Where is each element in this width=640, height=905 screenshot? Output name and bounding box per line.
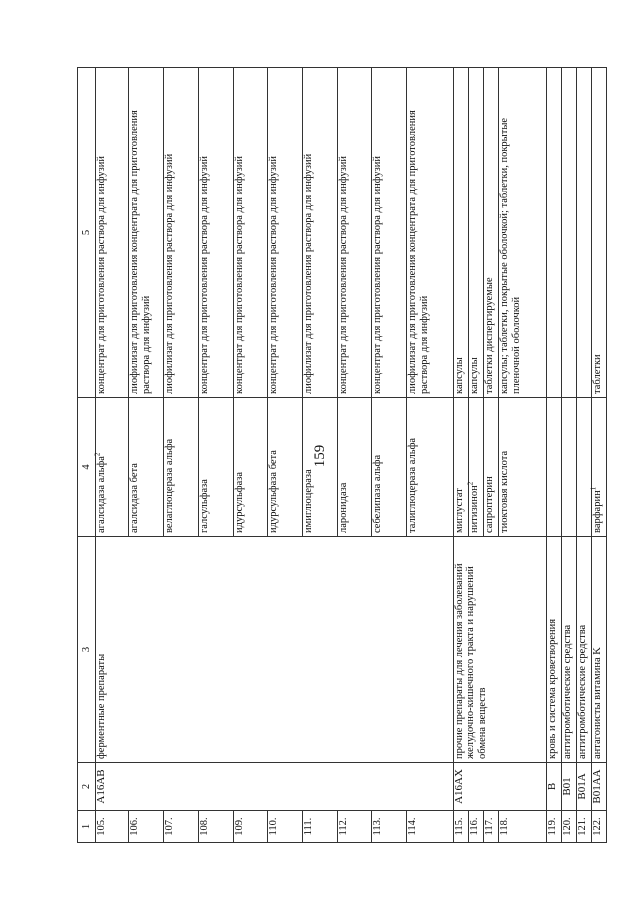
dosage-form: концентрат для приготовления раствора для инфузий [198, 68, 233, 398]
drug-name [576, 398, 591, 537]
drug-name-text: идурсульфаза [233, 471, 245, 533]
row-number: 117. [484, 811, 499, 843]
drug-name [499, 398, 547, 537]
group-name: антагонисты витамина K [591, 537, 606, 763]
group-name: прочие препараты для лечения заболеваний желудочно-кишечного тракта и нарушений обмена веществ [453, 537, 546, 763]
table-row [95, 68, 129, 843]
drug-name [198, 398, 233, 537]
row-number: 115. [453, 811, 469, 843]
drug-name-text: велаглюцераза альфа [164, 438, 176, 533]
page-number: 159 [312, 444, 328, 468]
atc-code: A16AX [453, 763, 546, 811]
table-row [453, 68, 469, 843]
dosage-form: лиофилизат для приготовления концентрата для приготовления раствора для инфузий [129, 68, 164, 398]
drug-name [547, 398, 562, 537]
row-number: 107. [164, 811, 199, 843]
drug-name-text: галсульфаза [198, 479, 210, 533]
row-number: 113. [372, 811, 407, 843]
table-row [576, 68, 591, 843]
drug-name-text: агалсидаза альфа [95, 456, 107, 533]
drug-name [453, 398, 469, 537]
dosage-form [547, 68, 562, 398]
drug-name [407, 398, 454, 537]
dosage-form: капсулы; таблетки, покрытые оболочкой; таблетки, покрытые пленочной оболочкой [499, 68, 547, 398]
drug-name-text: имиглюцераза [302, 469, 314, 533]
footnote-marker: 2 [466, 481, 475, 486]
row-number: 116. [469, 811, 484, 843]
drug-name [484, 398, 499, 537]
dosage-form [576, 68, 591, 398]
drug-name [95, 398, 129, 537]
row-number: 119. [547, 811, 562, 843]
drug-name-text: нитизинон [469, 485, 481, 533]
header-col-1: 1 [78, 811, 96, 843]
header-col-3: 3 [78, 537, 96, 763]
dosage-form: лиофилизат для приготовления раствора для инфузий [302, 68, 337, 398]
row-number: 108. [198, 811, 233, 843]
drug-name [466, 398, 484, 537]
dosage-form: концентрат для приготовления раствора для инфузий [337, 68, 372, 398]
footnote-marker: 2 [93, 452, 102, 457]
drug-name [337, 398, 372, 537]
dosage-form: концентрат для приготовления раствора для инфузий [95, 68, 129, 398]
header-col-5: 5 [78, 68, 96, 398]
atc-code: B01 [562, 763, 577, 811]
drug-name [302, 398, 337, 537]
group-name: кровь и система кроветворения [547, 537, 562, 763]
dosage-form: лиофилизат для приготовления раствора для инфузий [164, 68, 199, 398]
drug-name [129, 398, 164, 537]
dosage-form: концентрат для приготовления раствора для инфузий [233, 68, 268, 398]
row-number: 109. [233, 811, 268, 843]
group-name: ферментные препараты [95, 537, 453, 763]
dosage-form: лиофилизат для приготовления концентрата для приготовления раствора для инфузий [407, 68, 454, 398]
header-col-2: 2 [78, 763, 96, 811]
atc-code: B [547, 763, 562, 811]
dosage-form: таблетки [591, 68, 606, 398]
dosage-form: таблетки диспергируемые [484, 68, 499, 398]
table-row [591, 68, 606, 843]
row-number: 122. [591, 811, 606, 843]
drug-name-text: тиоктовая кислота [499, 450, 511, 533]
drug-table [77, 67, 607, 843]
rotated-page [77, 68, 607, 843]
drug-name [562, 398, 577, 537]
atc-code: A16AB [95, 763, 453, 811]
group-name: антитромботические средства [562, 537, 577, 763]
row-number: 111. [302, 811, 337, 843]
row-number: 110. [268, 811, 303, 843]
drug-name [164, 398, 199, 537]
atc-code: B01AA [591, 763, 606, 811]
drug-name-text: миглустат [453, 488, 465, 533]
table-container [77, 68, 607, 843]
row-number: 118. [499, 811, 547, 843]
drug-name [372, 398, 407, 537]
drug-name [233, 398, 268, 537]
header-col-4: 4 [78, 398, 96, 537]
drug-name-text: себелипаза альфа [372, 454, 384, 533]
dosage-form: капсулы [453, 68, 469, 398]
dosage-form: концентрат для приготовления раствора для инфузий [268, 68, 303, 398]
drug-name [591, 398, 606, 537]
row-number: 105. [95, 811, 129, 843]
drug-name-text: агалсидаза бета [129, 463, 141, 533]
drug-name-text: талиглюцераза альфа [407, 437, 419, 533]
footnote-marker: 1 [589, 486, 598, 491]
drug-name-text: ларонидаза [337, 482, 349, 533]
drug-name-text: варфарин [591, 490, 603, 533]
table-row [562, 68, 577, 843]
row-number: 120. [562, 811, 577, 843]
row-number: 121. [576, 811, 591, 843]
drug-name [268, 398, 303, 537]
row-number: 106. [129, 811, 164, 843]
drug-name-text: сапроптерин [484, 476, 496, 533]
table-row [547, 68, 562, 843]
row-number: 112. [337, 811, 372, 843]
dosage-form: концентрат для приготовления раствора для инфузий [372, 68, 407, 398]
group-name: антитромботические средства [576, 537, 591, 763]
dosage-form [562, 68, 577, 398]
dosage-form: капсулы [469, 68, 484, 398]
atc-code: B01A [576, 763, 591, 811]
row-number: 114. [407, 811, 454, 843]
drug-name-text: идурсульфаза бета [268, 450, 280, 533]
